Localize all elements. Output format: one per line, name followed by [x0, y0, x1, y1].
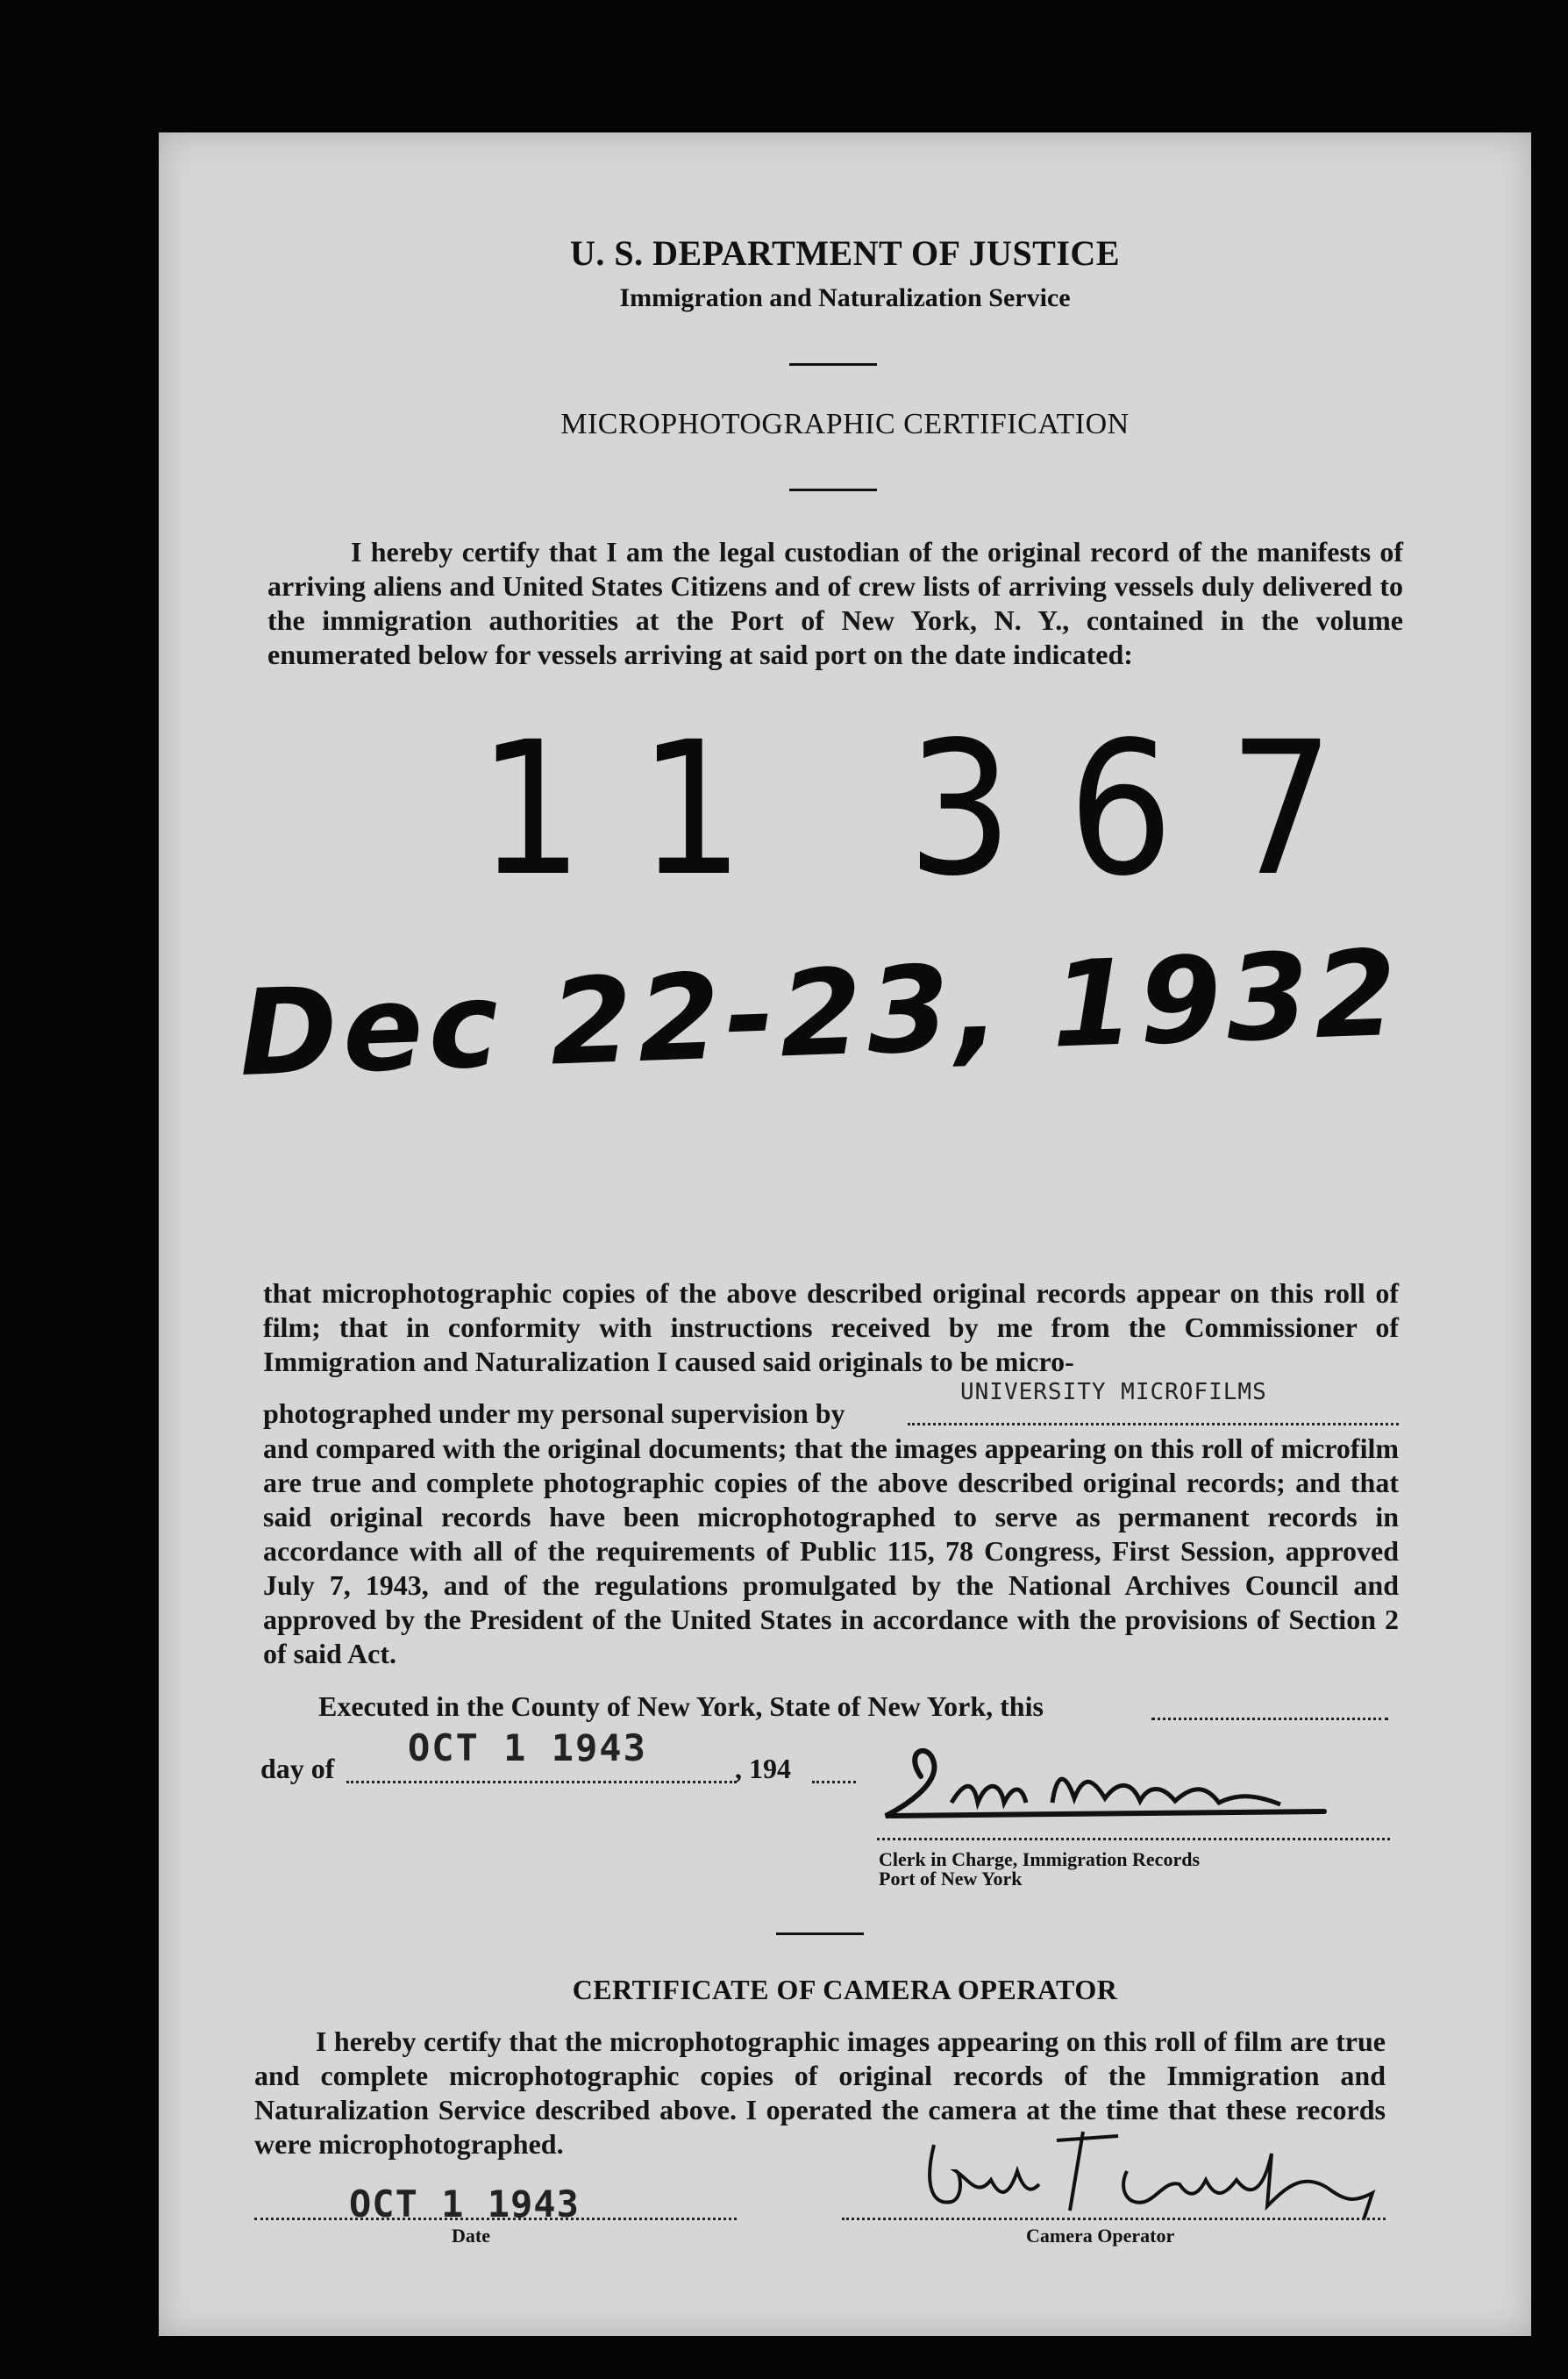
clerk-title-line2: Port of New York	[879, 1868, 1023, 1890]
supervisor-fill-line	[908, 1423, 1399, 1425]
clerk-title-line1: Clerk in Charge, Immigration Records	[879, 1848, 1201, 1870]
supervisor-stamp: UNIVERSITY MICROFILMS	[960, 1379, 1267, 1405]
execution-day-fill-line	[1151, 1718, 1388, 1720]
day-of-label: day of	[260, 1753, 335, 1784]
camera-operator-signature-line	[842, 2218, 1386, 2220]
camera-operator-signature	[916, 2118, 1408, 2224]
handwritten-dates: Dec 22-23, 1932	[237, 924, 1405, 1103]
execution-date-stamp: OCT 1 1943	[408, 1726, 647, 1769]
executed-line: Executed in the County of New York, State of New York, this	[318, 1690, 1044, 1722]
year-fill-line	[812, 1781, 856, 1783]
service-subheading: Immigration and Naturalization Service	[619, 283, 1071, 312]
department-heading: U. S. DEPARTMENT OF JUSTICE	[570, 233, 1120, 273]
camera-operator-paragraph: I hereby certify that the microphotographic images appearing on this roll of film are true and complete microphotographic copies of original records of the Immigration and Naturalization Service described above. I operated the camera at the time that these records were microphotographed.	[254, 2025, 1386, 2160]
certification-title: MICROPHOTOGRAPHIC CERTIFICATION	[560, 408, 1130, 440]
operator-date-stamp: OCT 1 1943	[349, 2183, 580, 2225]
supervision-line: photographed under my personal supervision by	[263, 1397, 845, 1429]
divider-bottom	[776, 1932, 864, 1935]
certification-paragraph-part1: that microphotographic copies of the above described original records appear on this roll of film; that in conformity with instructions received by me from the Commissioner of Immigration and Naturalization I caused said originals to be micro-	[263, 1277, 1399, 1377]
handwritten-volume-number: 11 367	[478, 702, 1390, 917]
clerk-signature	[868, 1741, 1359, 1838]
intro-paragraph: I hereby certify that I am the legal custodian of the original record of the manifests of arriving aliens and United States Citizens and of crew lists of arriving vessels duly delivered to the immigration authorities at the Port of New York, N. Y., contained in the volume enumerated below for vessels arriving at said port on the date indicated:	[267, 536, 1403, 670]
clerk-signature-line	[877, 1838, 1390, 1840]
day-of-fill-line	[346, 1781, 737, 1783]
divider-second	[789, 489, 877, 491]
date-label: Date	[452, 2225, 490, 2247]
certification-paragraph-part2: and compared with the original documents; that the images appearing on this roll of microfilm are true and complete photographic copies of the above described original records; and that said original records have been microphotographed to serve as permanent records in accordance with all of the requirements of Public 115, 78 Congress, First Session, approved July 7, 1943, and of the regulations promulgated by the National Archives Council and approved by the President of the United States in accordance with the provisions of Section 2 of said Act.	[263, 1432, 1399, 1669]
year-prefix: , 194	[735, 1753, 791, 1784]
camera-operator-label: Camera Operator	[1026, 2225, 1175, 2247]
camera-operator-title: CERTIFICATE OF CAMERA OPERATOR	[572, 1974, 1118, 2005]
divider-top	[789, 363, 877, 366]
